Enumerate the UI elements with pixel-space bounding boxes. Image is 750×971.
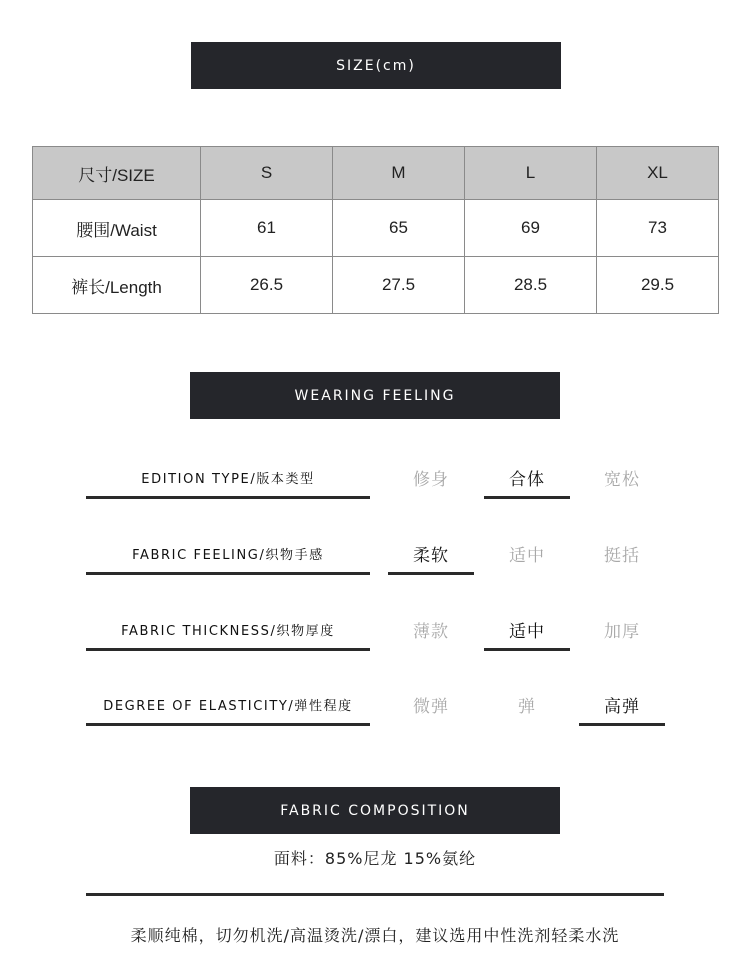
row-label-length: 裤长/Length: [33, 257, 201, 314]
wearing-feeling-banner: [190, 372, 560, 419]
feeling-row-elasticity: [0, 685, 750, 735]
feeling-label: DEGREE OF ELASTICITY/弹性程度: [86, 685, 370, 726]
table-cell: 69: [465, 200, 597, 257]
size-section-banner: [191, 42, 561, 89]
feeling-label: FABRIC FEELING/织物手感: [86, 534, 370, 575]
feeling-option-selected: 柔软: [388, 534, 474, 575]
row-label-waist: 腰围/Waist: [33, 200, 201, 257]
table-row: [33, 200, 719, 257]
size-header-s: S: [201, 147, 333, 200]
feeling-option: 薄款: [413, 621, 449, 642]
size-header-m: M: [333, 147, 465, 200]
feeling-option: 弹: [518, 696, 536, 717]
table-cell: 65: [333, 200, 465, 257]
fabric-composition-text: 面料：85%尼龙 15%氨纶: [273, 849, 477, 868]
table-cell: 29.5: [597, 257, 719, 314]
section-divider: [86, 893, 664, 896]
size-header-xl: XL: [597, 147, 719, 200]
feeling-option: 适中: [509, 545, 545, 566]
size-header-l: L: [465, 147, 597, 200]
table-cell: 26.5: [201, 257, 333, 314]
size-header-label: 尺寸/SIZE: [33, 147, 201, 200]
feeling-option: 微弹: [413, 696, 449, 717]
size-banner-title: SIZE(cm): [336, 57, 416, 74]
feeling-label: EDITION TYPE/版本类型: [86, 458, 370, 499]
table-cell: 73: [597, 200, 719, 257]
feeling-row-fabric-feeling: [0, 534, 750, 584]
table-cell: 27.5: [333, 257, 465, 314]
size-table-header-row: [33, 147, 719, 200]
table-cell: 28.5: [465, 257, 597, 314]
feeling-option: 加厚: [604, 621, 640, 642]
table-cell: 61: [201, 200, 333, 257]
wearing-banner-title: WEARING FEELING: [294, 387, 456, 404]
feeling-option: 宽松: [604, 469, 640, 490]
feeling-option-selected: 适中: [484, 610, 570, 651]
table-row: [33, 257, 719, 314]
size-table: [32, 146, 719, 314]
feeling-option-selected: 合体: [484, 458, 570, 499]
fabric-composition-banner: [190, 787, 560, 834]
fabric-banner-title: FABRIC COMPOSITION: [280, 802, 470, 819]
feeling-option-selected: 高弹: [579, 685, 665, 726]
care-instructions-text: 柔顺纯棉，切勿机洗/高温烫洗/漂白，建议选用中性洗剂轻柔水洗: [130, 926, 620, 945]
feeling-label: FABRIC THICKNESS/织物厚度: [86, 610, 370, 651]
feeling-option: 修身: [413, 469, 449, 490]
feeling-row-edition-type: [0, 458, 750, 508]
feeling-row-fabric-thickness: [0, 610, 750, 660]
feeling-option: 挺括: [604, 545, 640, 566]
